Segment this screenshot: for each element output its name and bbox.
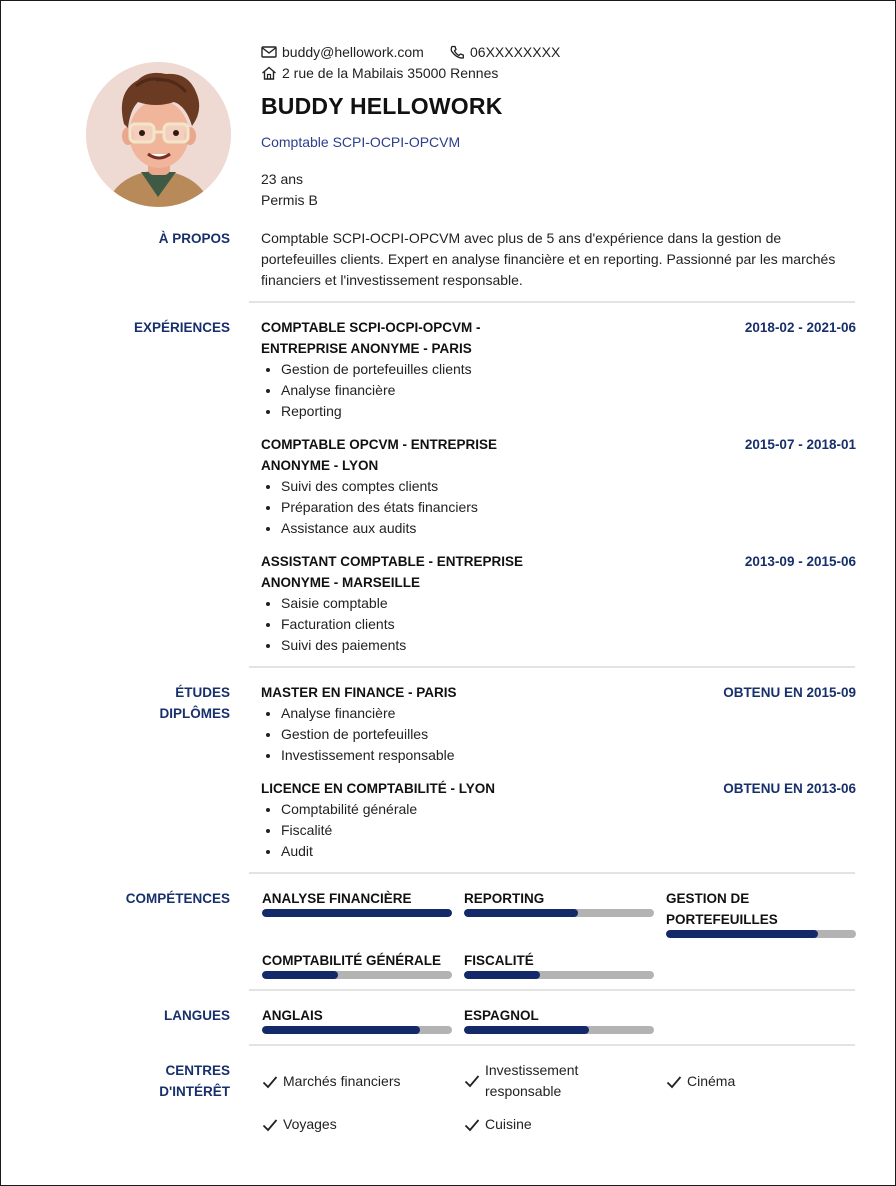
experience-tasks (261, 593, 856, 656)
education-title: MASTER EN FINANCE - PARIS (261, 685, 457, 700)
experience-date: 2015-07 - 2018-01 (744, 437, 856, 452)
address-line (261, 65, 498, 81)
divider (249, 989, 855, 991)
checkmark-icon (666, 1071, 682, 1092)
skill-level-bar (262, 909, 452, 917)
profile-photo (86, 62, 231, 207)
interest-item (262, 1114, 452, 1135)
divider (249, 872, 855, 874)
interest-item (464, 1060, 614, 1102)
interest-item (464, 1114, 654, 1135)
education-topics (261, 703, 856, 766)
skill-name: GESTION DE PORTEFEUILLES (666, 891, 778, 927)
checkmark-icon (464, 1070, 480, 1091)
language-item (464, 1005, 654, 1034)
checkmark-icon (464, 1114, 480, 1135)
language-item (262, 1005, 452, 1034)
experience-title: COMPTABLE OPCVM - ENTREPRISE ANONYME - LYON (261, 437, 498, 473)
skill-item (262, 950, 452, 979)
education-date: OBTENU EN 2015-09 (723, 685, 856, 700)
experience-date: 2018-02 - 2021-06 (744, 320, 856, 335)
checkmark-icon (262, 1071, 278, 1092)
language-level-fill (262, 1026, 420, 1034)
envelope-icon (261, 45, 277, 59)
skill-name: ANALYSE FINANCIÈRE (262, 891, 412, 906)
address-text: 2 rue de la Mabilais 35000 Rennes (282, 65, 499, 81)
divider (249, 1044, 855, 1046)
interest-label: Cinéma (687, 1073, 736, 1089)
interest-label: Investissement responsable (485, 1062, 579, 1099)
education-topics (261, 799, 856, 862)
experience-entry (261, 551, 856, 656)
list-item: • Gestion de portefeuilles (281, 724, 856, 745)
skill-item (464, 888, 654, 917)
list-item: • Facturation clients (281, 614, 856, 635)
list-item: • Reporting (281, 401, 856, 422)
list-item: • Suivi des comptes clients (281, 476, 856, 497)
phone-line[interactable] (449, 44, 560, 60)
skill-level-bar (262, 971, 452, 979)
experience-tasks (261, 359, 856, 422)
section-label-line: D'INTÉRÊT (159, 1084, 230, 1099)
experience-entry (261, 434, 856, 539)
list-item: • Gestion de portefeuilles clients (281, 359, 856, 380)
section-label-experiences: EXPÉRIENCES (133, 320, 230, 335)
skill-name: FISCALITÉ (464, 953, 534, 968)
education-entry (261, 682, 856, 766)
skill-item (464, 950, 654, 979)
language-name: ESPAGNOL (464, 1008, 539, 1023)
list-item: • Saisie comptable (281, 593, 856, 614)
phone-text[interactable]: 06XXXXXXXX (470, 44, 561, 60)
skill-name: COMPTABILITÉ GÉNÉRALE (262, 953, 442, 968)
section-label-line: CENTRES (165, 1063, 230, 1078)
language-level-fill (464, 1026, 589, 1034)
education-title: LICENCE EN COMPTABILITÉ - LYON (261, 781, 496, 796)
experience-entry (261, 317, 856, 422)
language-level-bar (464, 1026, 654, 1034)
skill-level-fill (464, 971, 540, 979)
section-label-languages: LANGUES (163, 1008, 230, 1023)
driving-license: Permis B (261, 192, 318, 208)
candidate-name: BUDDY HELLOWORK (261, 93, 503, 119)
divider (249, 666, 855, 668)
skill-item (262, 888, 452, 917)
list-item: • Suivi des paiements (281, 635, 856, 656)
skill-item (666, 888, 856, 938)
home-icon (261, 66, 277, 80)
email-line[interactable] (261, 44, 424, 60)
skill-level-fill (666, 930, 818, 938)
section-label-about: À PROPOS (158, 231, 230, 246)
checkmark-icon (262, 1114, 278, 1135)
list-item: • Comptabilité générale (281, 799, 856, 820)
list-item: • Investissement responsable (281, 745, 856, 766)
skill-level-bar (666, 930, 856, 938)
about-text: Comptable SCPI-OCPI-OPCVM avec plus de 5 ans d'expérience dans la gestion de portefeuilles clients. Expert en analyse financière et en reporting. Passionné par les marchés financiers et l'investissement responsable. (261, 230, 836, 288)
section-label-line: ÉTUDES (175, 685, 230, 700)
experience-date: 2013-09 - 2015-06 (744, 554, 856, 569)
email-text[interactable]: buddy@hellowork.com (282, 44, 424, 60)
skill-level-bar (464, 909, 654, 917)
experience-tasks (261, 476, 856, 539)
skill-level-fill (262, 909, 452, 917)
list-item: • Préparation des états financiers (281, 497, 856, 518)
section-label-interests (159, 1060, 230, 1102)
interest-label: Marchés financiers (283, 1073, 401, 1089)
list-item: • Assistance aux audits (281, 518, 856, 539)
divider (249, 301, 855, 303)
age: 23 ans (261, 171, 304, 187)
education-date: OBTENU EN 2013-06 (723, 781, 856, 796)
section-label-education (159, 682, 230, 724)
experience-title: COMPTABLE SCPI-OCPI-OPCVM - ENTREPRISE ANONYME - PARIS (261, 320, 481, 356)
language-name: ANGLAIS (262, 1008, 323, 1023)
list-item: • Analyse financière (281, 380, 856, 401)
list-item: • Audit (281, 841, 856, 862)
skill-level-fill (464, 909, 578, 917)
language-level-bar (262, 1026, 452, 1034)
interest-item (262, 1071, 452, 1092)
interest-item (666, 1071, 856, 1092)
education-entry (261, 778, 856, 862)
phone-icon (449, 45, 465, 59)
section-label-skills: COMPÉTENCES (125, 891, 230, 906)
list-item: • Analyse financière (281, 703, 856, 724)
skill-name: REPORTING (464, 891, 545, 906)
list-item: • Fiscalité (281, 820, 856, 841)
skill-level-bar (464, 971, 654, 979)
interest-label: Cuisine (485, 1116, 532, 1132)
experience-title: ASSISTANT COMPTABLE - ENTREPRISE ANONYME - MARSEILLE (261, 554, 524, 590)
skill-level-fill (262, 971, 338, 979)
interest-label: Voyages (283, 1116, 337, 1132)
job-title: Comptable SCPI-OCPI-OPCVM (261, 134, 461, 150)
section-label-line: DIPLÔMES (159, 706, 230, 721)
